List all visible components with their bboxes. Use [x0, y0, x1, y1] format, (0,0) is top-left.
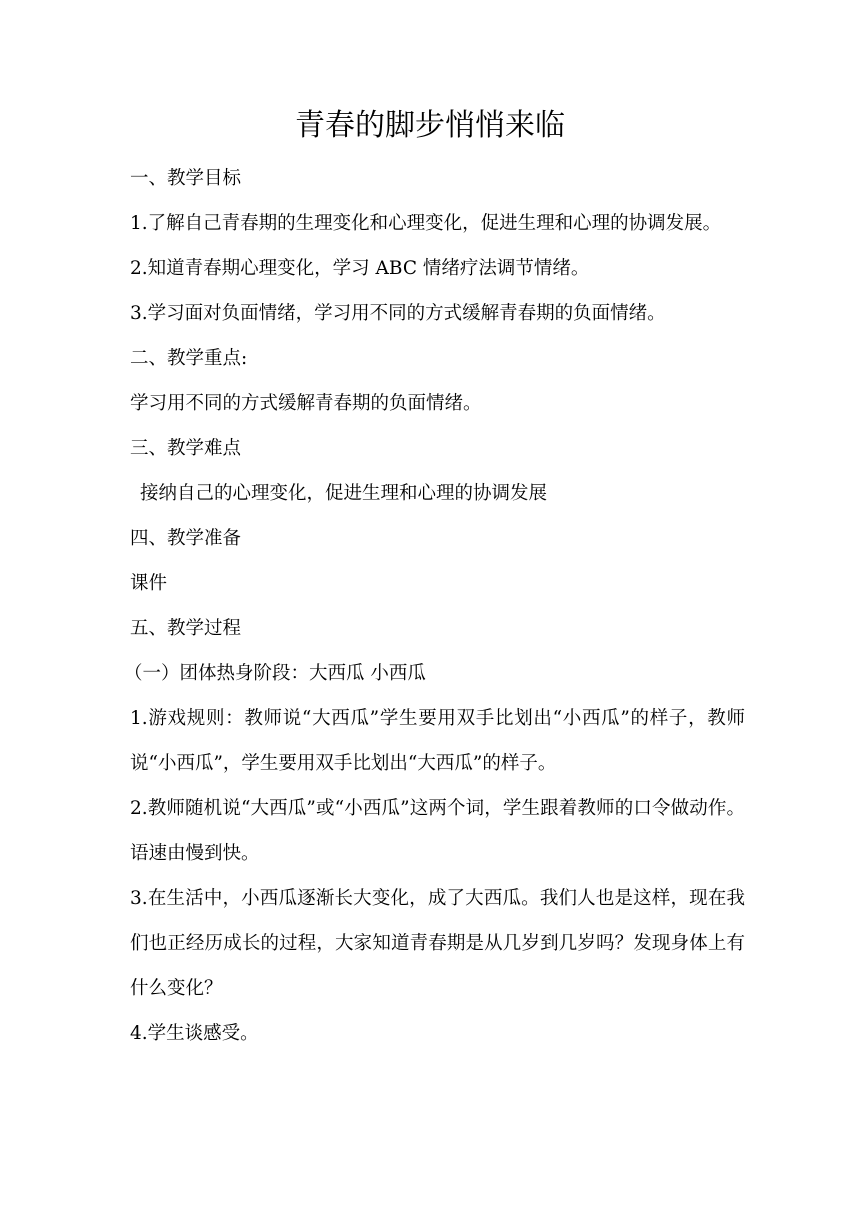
document-title: 青春的脚步悄悄来临: [295, 108, 565, 143]
step-1: 1.游戏规则：教师说“大西瓜”学生要用双手比划出“小西瓜”的样子，教师说“小西瓜”，学生要用双手比划出“大西瓜”的样子。: [130, 708, 745, 774]
difficulty-heading: 三、教学难点: [130, 438, 242, 459]
goal-1: 1.了解自己青春期的生理变化和心理变化，促进生理和心理的协调发展。: [130, 213, 722, 234]
key-points-heading: 二、教学重点:: [130, 348, 248, 369]
step-2: 2.教师随机说“大西瓜”或“小西瓜”这两个词，学生跟着教师的口令做动作。语速由慢到快。: [130, 798, 745, 864]
document-body: [124, 156, 745, 1056]
preparation-heading: 四、教学准备: [130, 528, 242, 549]
preparation-text: 课件: [130, 573, 168, 594]
step-4: 4.学生谈感受。: [130, 1023, 259, 1044]
goal-3: 3.学习面对负面情绪，学习用不同的方式缓解青春期的负面情绪。: [130, 303, 666, 324]
difficulty-text: 接纳自己的心理变化，促进生理和心理的协调发展: [140, 483, 548, 504]
goal-2: 2.知道青春期心理变化，学习 ABC 情绪疗法调节情绪。: [130, 258, 590, 279]
goals-heading: 一、教学目标: [130, 168, 242, 189]
process-heading: 五、教学过程: [130, 618, 242, 639]
key-points-text: 学习用不同的方式缓解青春期的负面情绪。: [130, 393, 482, 414]
stage-1-heading: （一）团体热身阶段：大西瓜 小西瓜: [124, 663, 426, 684]
step-3: 3.在生活中，小西瓜逐渐长大变化，成了大西瓜。我们人也是这样，现在我们也正经历成长的过程，大家知道青春期是从几岁到几岁吗？发现身体上有什么变化？: [130, 888, 745, 999]
